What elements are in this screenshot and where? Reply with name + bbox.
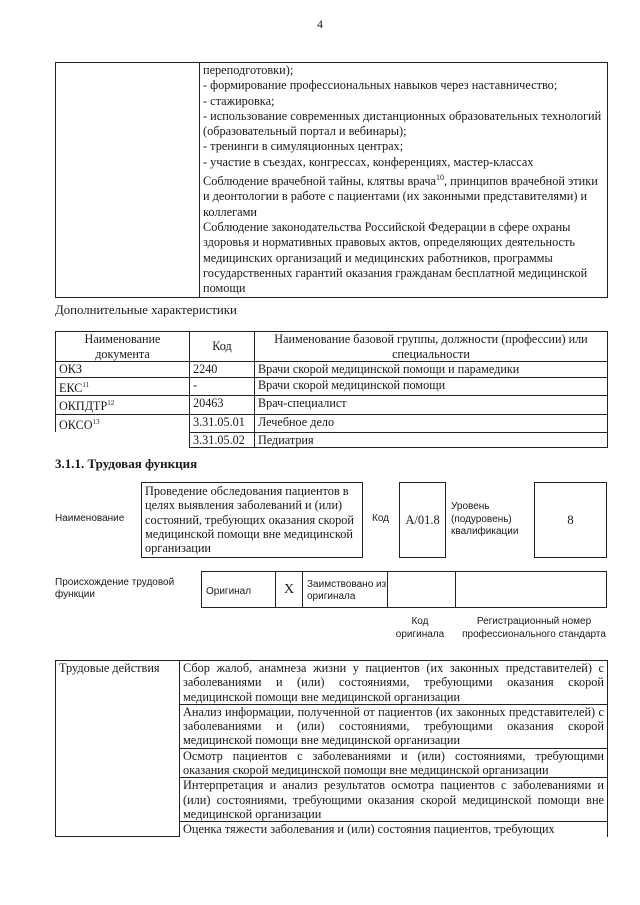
name-cell: Врач-специалист	[255, 396, 608, 415]
code-original-cell	[388, 572, 456, 608]
doc-name: ОКЗ	[59, 362, 83, 376]
code-cell: 20463	[190, 396, 255, 415]
text-line: - использование современных дистанционных образовательных технологий (образовательный портал и вебинары);	[203, 108, 602, 139]
doc-name: ОКПДТР	[59, 399, 108, 414]
additional-table	[55, 331, 608, 448]
top-content-cell	[200, 63, 608, 298]
labour-actions-table	[55, 660, 608, 837]
table-row	[56, 414, 608, 432]
action-item: Анализ информации, полученной от пациентов (их законных представителей) с заболеваниями и (или) состояниями, требующими оказания скорой медицинской помощи вне медицинской организации	[180, 704, 608, 748]
level-box	[534, 482, 607, 558]
text-line: - тренинги в симуляционных центрах;	[203, 139, 404, 154]
table-row	[56, 661, 608, 705]
table-row	[56, 432, 608, 448]
text-line: Соблюдение законодательства Российской Федерации в сфере охраны здоровья и нормативных правовых актов, определяющих деятельность медицинских организаций и медицинских работников, программы государственных гарантий оказания гражданам бесплатной медицинской помощи	[203, 220, 588, 296]
code-cell: -	[190, 377, 255, 396]
original-mark: X	[276, 572, 303, 608]
code-cell: 3.31.05.01	[190, 414, 255, 432]
action-item: Осмотр пациентов с заболеваниями и (или) состояниями, требующими оказания скорой медицинской помощи вне медицинской организации	[180, 748, 608, 778]
section-title: 3.1.1. Трудовая функция	[55, 456, 198, 471]
reg-number-cell	[456, 572, 606, 608]
level-value: 8	[567, 512, 574, 527]
action-item: Интерпретация и анализ результатов осмотра пациентов с заболеваниями и (или) состояниями, требующими оказания скорой медицинской помощи вне медицинской организации	[180, 778, 608, 822]
actions-label: Трудовые действия	[56, 661, 180, 837]
name-cell: Врачи скорой медицинской помощи и парамедики	[255, 362, 608, 378]
code-cell: 3.31.05.02	[190, 432, 255, 448]
code-label: Код	[372, 513, 390, 524]
name-cell: Педиатрия	[255, 432, 608, 448]
code-cell: 2240	[190, 362, 255, 378]
doc-cell	[56, 432, 190, 448]
name-cell: Врачи скорой медицинской помощи	[255, 377, 608, 396]
additional-heading: Дополнительные характеристики	[55, 303, 237, 317]
doc-cell	[56, 377, 190, 396]
confidentiality-text	[203, 170, 604, 220]
header-name: Наименование базовой группы, должности (профессии) или специальности	[255, 332, 608, 362]
origin-label: Происхождение трудовой функции	[55, 577, 175, 600]
header-code: Код	[190, 332, 255, 362]
function-name-box: Проведение обследования пациентов в целях выявления заболеваний и (или) состояний, требующих оказания скорой медицинской помощи вне медицинской организации	[141, 482, 363, 558]
action-item: Сбор жалоб, анамнеза жизни у пациентов (их законных представителей) с заболеваниями и (или) состояниями, требующими оказания скорой медицинской помощи вне медицинской организации	[180, 661, 608, 705]
text-line: - формирование профессиональных навыков через наставничество;	[203, 78, 558, 93]
borrowed-label: Заимствовано из оригинала	[307, 579, 387, 602]
function-code: A/01.8	[405, 512, 440, 527]
footnote-ref: 11	[82, 380, 90, 389]
doc-name: ОКСО	[59, 417, 93, 432]
table-row	[56, 377, 608, 396]
page-number: 4	[317, 17, 323, 31]
level-label: Уровень (подуровень) квалификации	[451, 501, 519, 537]
text-line: переподготовки);	[203, 63, 294, 77]
name-cell: Лечебное дело	[255, 414, 608, 432]
doc-cell	[56, 396, 190, 415]
text-line: - стажировка;	[203, 93, 275, 108]
borrowed-cell	[303, 572, 388, 608]
text-part: Соблюдение врачебной тайны, клятвы врача	[203, 174, 437, 189]
original-label: Оригинал	[206, 586, 252, 597]
text-line: - участие в съездах, конгрессах, конференциях, мастер-классах	[203, 154, 534, 169]
action-item: Оценка тяжести заболевания и (или) состояния пациентов, требующих	[180, 822, 608, 837]
origin-row	[201, 571, 607, 608]
header-doc: Наименование документа	[56, 332, 190, 362]
doc-cell	[56, 414, 190, 432]
text-part: , принципов врачебной этики и деонтологии в работе с пациентами (их законными представителями) и коллегами	[203, 174, 598, 219]
reg-number-label: Регистрационный номер профессионального стандарта	[462, 616, 606, 640]
name-label: Наименование	[55, 513, 125, 524]
empty-label-cell	[56, 63, 200, 298]
original-cell	[202, 572, 276, 608]
table-row	[56, 396, 608, 415]
footnote-ref: 13	[92, 417, 100, 426]
doc-cell	[56, 362, 190, 378]
code-original-label: Код оригинала	[395, 616, 445, 640]
top-continuation-table	[55, 62, 608, 298]
footnote-ref: 12	[107, 399, 115, 408]
function-code-box	[399, 482, 446, 558]
footnote-ref: 10	[436, 173, 445, 183]
table-row	[56, 362, 608, 378]
doc-name: ЕКС	[59, 380, 83, 395]
